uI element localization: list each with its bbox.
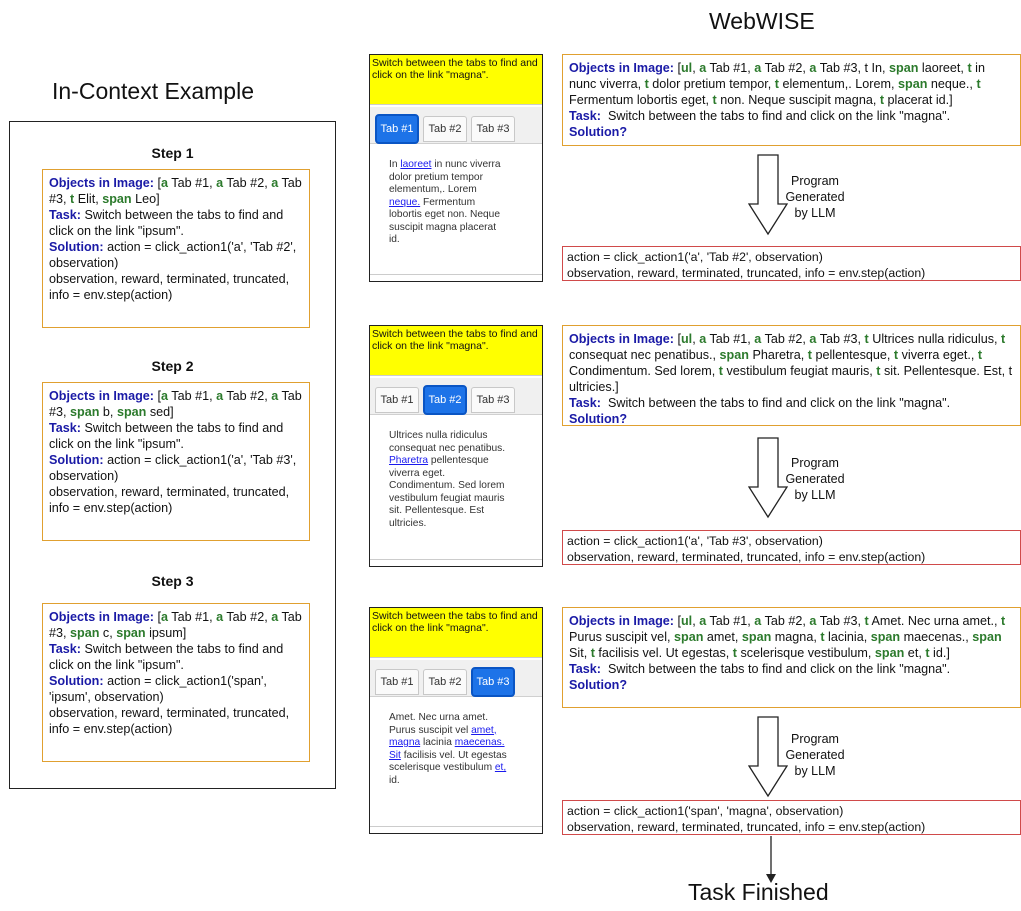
text-fragment: , xyxy=(692,332,700,346)
webwise-prompt-2 xyxy=(562,325,1021,426)
text-fragment: neque., xyxy=(927,77,977,91)
text-fragment: Tab #1, xyxy=(706,61,755,75)
text-fragment: , xyxy=(692,61,700,75)
text-fragment: laoreet, xyxy=(918,61,968,75)
content-link[interactable]: neque. xyxy=(389,196,421,208)
keyword-token: t xyxy=(977,348,983,362)
content-link[interactable]: Sit xyxy=(389,749,401,761)
keyword-token: ul xyxy=(680,614,693,628)
tab-1[interactable]: Tab #1 xyxy=(375,387,419,413)
text-fragment: Tab #2, xyxy=(223,389,272,403)
tab-2[interactable]: Tab #2 xyxy=(423,385,467,415)
tab-2[interactable]: Tab #2 xyxy=(423,669,467,695)
example-objects: Objects in Image: [a Tab #1, a Tab #2, a Tab #3, span c, span ipsum] xyxy=(49,610,302,640)
webwise-prompt-3 xyxy=(562,607,1021,708)
keyword-token: span xyxy=(116,626,146,640)
text-fragment: sed] xyxy=(146,405,174,419)
keyword-token: t xyxy=(864,614,869,628)
footer-divider xyxy=(370,274,542,275)
text-fragment: Tab #2, xyxy=(761,614,810,628)
tab-content xyxy=(389,159,509,247)
text-fragment: amet, xyxy=(703,630,742,644)
text-fragment: facilisis vel. Ut egestas, xyxy=(594,646,733,660)
task-instruction: Switch between the tabs to find and click on the link "magna". xyxy=(370,55,542,105)
keyword-token: a xyxy=(216,389,224,403)
keyword-token: span xyxy=(70,626,100,640)
example-solution: Solution: action = click_action1('span', 'ipsum', observation) xyxy=(49,674,267,704)
example-solution-line2: observation, reward, terminated, truncated, info = env.step(action) xyxy=(49,706,290,736)
keyword-token: a xyxy=(160,176,168,190)
keyword-token: a xyxy=(216,176,224,190)
text-fragment: Sit, xyxy=(569,646,591,660)
keyword-token: t xyxy=(590,646,595,660)
content-link[interactable]: magna xyxy=(389,737,421,748)
keyword-token: a xyxy=(271,610,279,624)
text-fragment: , xyxy=(692,614,700,628)
text-fragment: Tab #1, xyxy=(168,610,217,624)
keyword-token: t xyxy=(893,348,899,362)
text-fragment: Ultrices nulla ridiculus consequat nec penatibus. xyxy=(389,430,506,454)
final-arrow-icon xyxy=(764,836,778,884)
text-fragment: elementum,. Lorem, xyxy=(779,77,898,91)
keyword-token: span xyxy=(116,405,147,419)
text-fragment: magna, xyxy=(771,630,821,644)
text-fragment: Tab #3, xyxy=(816,332,865,346)
keyword-token: t xyxy=(712,93,717,107)
text-fragment: Amet. Nec urna amet. Purus suscipit vel xyxy=(389,712,489,736)
step-2-title: Step 2 xyxy=(151,358,194,374)
content-link[interactable]: maecenas. xyxy=(454,737,505,748)
content-link[interactable]: amet, xyxy=(471,724,497,736)
example-solution-line2: observation, reward, terminated, truncated, info = env.step(action) xyxy=(49,485,290,515)
screenshot-3 xyxy=(369,607,543,834)
keyword-token: span xyxy=(70,405,100,419)
keyword-token: t xyxy=(732,646,737,660)
example-solution: Solution: action = click_action1('a', 'Tab #2', observation) xyxy=(49,240,297,270)
text-fragment: Tab #3, xyxy=(49,389,302,419)
keyword-token: ul xyxy=(680,332,693,346)
text-fragment: Tab #2, xyxy=(761,332,810,346)
text-fragment: Tab #3, xyxy=(49,176,302,206)
keyword-token: t xyxy=(1001,614,1006,628)
keyword-token: t xyxy=(807,348,812,362)
example-solution-line2: observation, reward, terminated, truncated, info = env.step(action) xyxy=(49,272,290,302)
keyword-token: t xyxy=(876,364,881,378)
text-fragment: facilisis vel. Ut egestas scelerisque vestibulum xyxy=(389,749,507,773)
text-fragment: in nunc viverra dolor pretium tempor elementum,. Lorem xyxy=(389,159,501,195)
example-step-2 xyxy=(42,382,310,541)
example-task: Task: Switch between the tabs to find and click on the link "ipsum". xyxy=(49,208,284,238)
text-fragment: Tab #1, xyxy=(706,614,755,628)
example-task: Task: Switch between the tabs to find and click on the link "ipsum". xyxy=(49,642,284,672)
keyword-token: t xyxy=(718,364,723,378)
text-fragment: viverra eget., xyxy=(898,348,978,362)
keyword-token: t xyxy=(774,77,779,91)
webwise-task: Task: Switch between the tabs to find and click on the link "magna". xyxy=(569,396,951,410)
webwise-title: WebWISE xyxy=(709,8,815,34)
content-link[interactable]: laoreet xyxy=(400,159,432,170)
keyword-token: ul xyxy=(680,61,693,75)
step-1-title: Step 1 xyxy=(151,145,194,161)
text-fragment: non. Neque suscipit magna, xyxy=(716,93,880,107)
keyword-token: a xyxy=(271,389,279,403)
text-fragment: scelerisque vestibulum, xyxy=(737,646,875,660)
text-fragment: Fermentum lobortis eget non. Neque suscipit magna placerat id. xyxy=(389,196,501,245)
text-fragment: [ xyxy=(673,61,681,75)
text-fragment: Tab #3, xyxy=(816,614,865,628)
tab-3[interactable]: Tab #3 xyxy=(471,116,515,142)
keyword-token: t xyxy=(644,77,649,91)
keyword-token: t xyxy=(820,630,825,644)
webwise-action-2: action = click_action1('a', 'Tab #3', observation) observation, reward, terminated, truncated, info = env.step(action) xyxy=(562,530,1021,565)
text-fragment: Tab #2, xyxy=(761,61,810,75)
arrow-label-3: Program Generated by LLM xyxy=(785,732,845,778)
text-fragment: [ xyxy=(673,614,681,628)
keyword-token: t xyxy=(1001,332,1006,346)
tab-3[interactable]: Tab #3 xyxy=(471,667,515,697)
keyword-token: a xyxy=(216,610,224,624)
text-fragment: Tab #3, t In, xyxy=(816,61,890,75)
text-fragment: Tab #1, xyxy=(168,389,217,403)
keyword-token: a xyxy=(160,610,168,624)
arrow-label-2: Program Generated by LLM xyxy=(785,456,845,502)
text-fragment: b, xyxy=(99,405,117,419)
tab-1[interactable]: Tab #1 xyxy=(375,114,419,144)
keyword-token: a xyxy=(809,61,817,75)
text-fragment: et, xyxy=(904,646,926,660)
example-step-1 xyxy=(42,169,310,328)
keyword-token: span xyxy=(102,192,132,206)
keyword-token: span xyxy=(874,646,905,660)
text-fragment: [ xyxy=(157,610,161,624)
in-context-title: In-Context Example xyxy=(52,78,254,104)
text-fragment: Tab #2, xyxy=(223,176,272,190)
webwise-action-3: action = click_action1('span', 'magna', observation) observation, reward, terminated, truncated, info = env.step(action) xyxy=(562,800,1021,835)
text-fragment: Elit, xyxy=(74,192,103,206)
text-fragment: id.] xyxy=(929,646,950,660)
task-finished-label: Task Finished xyxy=(688,879,829,905)
tab-1[interactable]: Tab #1 xyxy=(375,669,419,695)
keyword-token: span xyxy=(741,630,772,644)
text-fragment: [ xyxy=(157,389,161,403)
text-fragment: placerat id.] xyxy=(884,93,953,107)
text-fragment: Tab #3, xyxy=(49,610,302,640)
webwise-objects: Objects in Image: [ul, a Tab #1, a Tab #2, a Tab #3, t Ultrices nulla ridiculus, t consequat nec penatibus., span Pharetra, t pellentesque, t viverra eget., t Condimentum. Sed lorem, t vestibulum feugiat mauris, t sit. Pellentesque. Est, t ultricies.] xyxy=(569,332,1013,394)
keyword-token: span xyxy=(889,61,919,75)
webwise-solution-prompt: Solution? xyxy=(569,678,628,692)
in-context-panel xyxy=(9,121,336,789)
task-instruction: Switch between the tabs to find and click on the link "magna". xyxy=(370,608,542,658)
text-fragment: vestibulum feugiat mauris, xyxy=(723,364,877,378)
keyword-token: span xyxy=(898,77,928,91)
content-link[interactable]: Pharetra xyxy=(389,455,429,466)
keyword-token: a xyxy=(699,614,707,628)
screenshot-2 xyxy=(369,325,543,567)
tab-2[interactable]: Tab #2 xyxy=(423,116,467,142)
webwise-objects: Objects in Image: [ul, a Tab #1, a Tab #2, a Tab #3, t Amet. Nec urna amet., t Purus suscipit vel, span amet, span magna, t lacinia, span maecenas., span Sit, t facilisis vel. Ut egestas, t scelerisque vestibulum, span et, t id.] xyxy=(569,614,1006,660)
text-fragment: Leo] xyxy=(131,192,160,206)
screenshot-1 xyxy=(369,54,543,282)
keyword-token: t xyxy=(879,93,885,107)
text-fragment: maecenas., xyxy=(900,630,973,644)
text-fragment: Tab #1, xyxy=(706,332,755,346)
keyword-token: t xyxy=(70,192,75,206)
keyword-token: a xyxy=(754,332,762,346)
text-fragment: lacinia, xyxy=(824,630,871,644)
text-fragment: pellentesque, xyxy=(811,348,894,362)
content-link[interactable]: et, xyxy=(494,762,507,773)
tab-bar xyxy=(370,660,542,697)
tab-3[interactable]: Tab #3 xyxy=(471,387,515,413)
text-fragment: consequat nec penatibus., xyxy=(569,348,720,362)
text-fragment: Purus suscipit vel, xyxy=(569,630,674,644)
example-solution: Solution: action = click_action1('a', 'Tab #3', observation) xyxy=(49,453,297,483)
keyword-token: span xyxy=(719,348,749,362)
text-fragment: [ xyxy=(157,176,161,190)
text-fragment: Amet. Nec urna amet., xyxy=(868,614,1002,628)
task-instruction: Switch between the tabs to find and click on the link "magna". xyxy=(370,326,542,376)
footer-divider xyxy=(370,559,542,560)
keyword-token: a xyxy=(271,176,279,190)
example-objects: Objects in Image: [a Tab #1, a Tab #2, a Tab #3, span b, span sed] xyxy=(49,389,302,419)
tab-bar xyxy=(370,378,542,415)
keyword-token: a xyxy=(754,61,762,75)
webwise-solution-prompt: Solution? xyxy=(569,125,628,139)
text-fragment: c, xyxy=(99,626,117,640)
text-fragment: Pharetra, xyxy=(748,348,808,362)
keyword-token: t xyxy=(864,332,869,346)
text-fragment: pellentesque viverra eget. Condimentum. Sed lorem vestibulum feugiat mauris sit. Pellentesque. Est ultricies. xyxy=(389,455,505,529)
text-fragment: ipsum] xyxy=(145,626,187,640)
text-fragment: Tab #1, xyxy=(168,176,217,190)
webwise-task: Task: Switch between the tabs to find and click on the link "magna". xyxy=(569,109,951,123)
webwise-solution-prompt: Solution? xyxy=(569,412,628,426)
text-fragment: id. xyxy=(389,774,400,786)
text-fragment: sit. Pellentesque. Est, t ultricies.] xyxy=(569,364,1013,394)
keyword-token: t xyxy=(925,646,930,660)
example-step-3 xyxy=(42,603,310,762)
text-fragment: in nunc viverra, xyxy=(569,61,985,91)
keyword-token: span xyxy=(870,630,901,644)
webwise-task: Task: Switch between the tabs to find and click on the link "magna". xyxy=(569,662,951,676)
step-3-title: Step 3 xyxy=(151,573,194,589)
keyword-token: a xyxy=(754,614,762,628)
webwise-objects: Objects in Image: [ul, a Tab #1, a Tab #2, a Tab #3, t In, span laoreet, t in nunc viverra, t dolor pretium tempor, t elementum,. Lorem, span neque., t Fermentum lobortis eget, t non. Neque suscipit magna, t placerat id.] xyxy=(569,61,985,107)
webwise-prompt-1 xyxy=(562,54,1021,146)
footer-divider xyxy=(370,826,542,827)
text-fragment: In xyxy=(389,159,401,170)
webwise-action-1: action = click_action1('a', 'Tab #2', observation) observation, reward, terminated, truncated, info = env.step(action) xyxy=(562,246,1021,281)
keyword-token: a xyxy=(699,332,707,346)
arrow-label-1: Program Generated by LLM xyxy=(785,174,845,220)
text-fragment: Ultrices nulla ridiculus, xyxy=(868,332,1001,346)
keyword-token: a xyxy=(160,389,168,403)
example-task: Task: Switch between the tabs to find and click on the link "ipsum". xyxy=(49,421,284,451)
tab-bar xyxy=(370,107,542,144)
tab-content xyxy=(389,430,509,530)
keyword-token: a xyxy=(699,61,707,75)
text-fragment: dolor pretium tempor, xyxy=(648,77,775,91)
text-fragment: Fermentum lobortis eget, xyxy=(569,93,713,107)
keyword-token: span xyxy=(972,630,1002,644)
keyword-token: t xyxy=(967,61,972,75)
keyword-token: t xyxy=(976,77,981,91)
keyword-token: a xyxy=(809,614,817,628)
keyword-token: span xyxy=(674,630,704,644)
text-fragment: Condimentum. Sed lorem, xyxy=(569,364,719,378)
keyword-token: a xyxy=(809,332,817,346)
text-fragment: lacinia xyxy=(420,737,455,748)
tab-content xyxy=(389,712,509,787)
text-fragment: Tab #2, xyxy=(223,610,272,624)
text-fragment: [ xyxy=(673,332,681,346)
example-objects: Objects in Image: [a Tab #1, a Tab #2, a Tab #3, t Elit, span Leo] xyxy=(49,176,302,206)
